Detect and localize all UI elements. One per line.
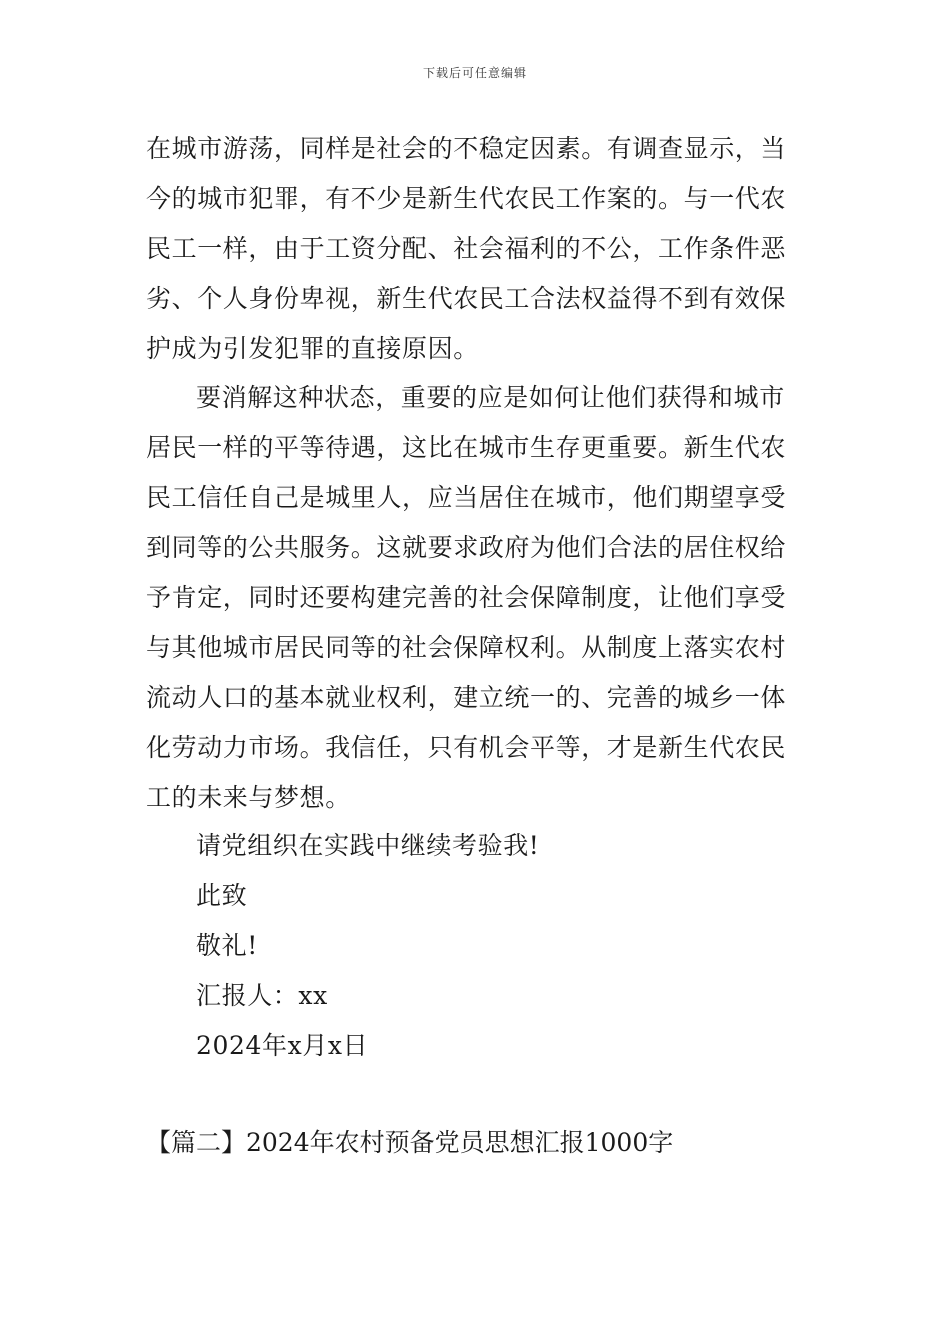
page-header: 下载后可任意编辑: [422, 66, 527, 80]
paragraph2-line-6: 与其他城市居民同等的社会保障权利。从制度上落实农村: [146, 633, 787, 662]
closing-request: 请党组织在实践中继续考验我!: [196, 831, 540, 860]
paragraph2-line-3: 民工信任自己是城里人，应当居住在城市，他们期望享受: [146, 483, 787, 512]
closing-reporter: 汇报人：xx: [196, 981, 328, 1010]
paragraph2-line-4: 到同等的公共服务。这就要求政府为他们合法的居住权给: [146, 533, 787, 562]
paragraph2-line-9: 工的未来与梦想。: [146, 783, 351, 812]
paragraph2-line-2: 居民一样的平等待遇，这比在城市生存更重要。新生代农: [146, 433, 787, 462]
paragraph1-line-2: 今的城市犯罪，有不少是新生代农民工作案的。与一代农: [146, 184, 787, 213]
paragraph2-line-5: 予肯定，同时还要构建完善的社会保障制度，让他们享受: [146, 583, 787, 612]
paragraph1-line-3: 民工一样，由于工资分配、社会福利的不公，工作条件恶: [146, 234, 787, 263]
closing-salutation-2: 敬礼!: [196, 931, 258, 960]
closing-date: 2024年x月x日: [196, 1031, 369, 1060]
paragraph2-line-1: 要消解这种状态，重要的应是如何让他们获得和城市: [196, 383, 785, 412]
paragraph1-line-1: 在城市游荡，同样是社会的不稳定因素。有调查显示，当: [146, 134, 787, 163]
closing-salutation-1: 此致: [196, 881, 248, 910]
paragraph1-line-4: 劣、个人身份卑视，新生代农民工合法权益得不到有效保: [146, 284, 787, 313]
paragraph2-line-7: 流动人口的基本就业权利，建立统一的、完善的城乡一体: [146, 683, 787, 712]
section-heading: 【篇二】2024年农村预备党员思想汇报1000字: [146, 1128, 674, 1157]
paragraph2-line-8: 化劳动力市场。我信任，只有机会平等，才是新生代农民: [146, 733, 787, 762]
paragraph1-line-5: 护成为引发犯罪的直接原因。: [146, 334, 479, 363]
